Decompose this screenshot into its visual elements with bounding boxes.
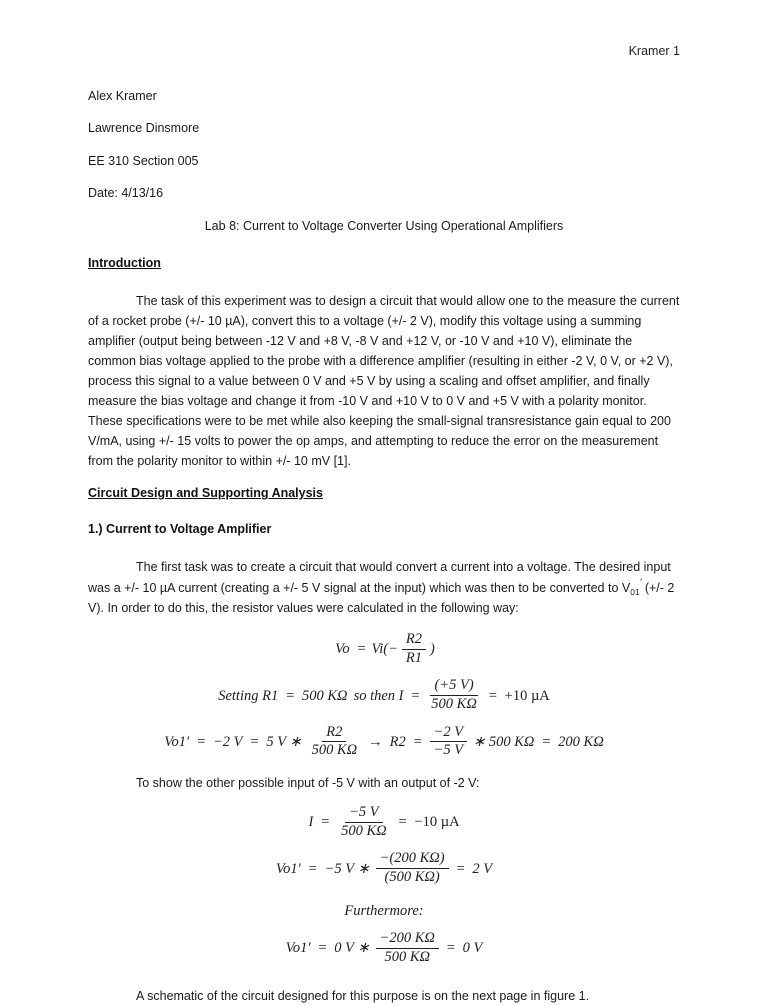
eq6-equals-1: = — [317, 939, 328, 956]
eq2-setting: Setting R1 — [218, 687, 279, 704]
introduction-paragraph: The task of this experiment was to design a circuit that would allow one to the measure the current of a rocket probe (+/- 10 µA), convert this to a voltage (+/- 2 V), modify this voltage using a summing amplifier (output being between -12 V and +8 V, -8 V and +12 V, or -10 V and +10 V), eliminate the common bias voltage applied to the probe with a difference amplifier (resulting in either -2 V, 0 V, or +2 V), process this signal to a value between 0 V and +5 V by using a scaling and offset amplifier, and finally measure the bias voltage and change it from -10 V and +10 V to 0 V and +5 V with a polarity monitor. These specifications were to be met while also keeping the small-signal transresistance gain equal to 200 V/mA, using +/- 15 volts to power the op amps, and attempting to reduce the error on the measurement from the polarity monitor to within +/- 10 mV [1]. — [88, 294, 680, 469]
eq3-denominator-2: −5 V — [433, 742, 464, 759]
circuit-design-paragraph — [88, 557, 680, 618]
eq2-equals-2: = — [410, 687, 421, 704]
eq3-value-2: 5 V ∗ — [266, 733, 302, 750]
eq4-numerator: −5 V — [345, 805, 383, 823]
eq6-lhs: Vo1′ — [285, 939, 311, 956]
eq1-denominator: R1 — [405, 649, 422, 666]
eq6-fraction — [376, 931, 439, 965]
eq4-equals-1: = — [320, 814, 331, 831]
eq5-lhs: Vo1′ — [275, 860, 301, 877]
furthermore-label: Furthermore: — [344, 902, 424, 919]
eq2-fraction — [427, 678, 481, 712]
eq3-fraction-2 — [430, 725, 468, 759]
eq3-lhs: Vo1′ — [164, 733, 190, 750]
eq3-equals-4: = — [541, 733, 552, 750]
equation-2 — [88, 678, 680, 712]
section-heading-circuit-design-label: Circuit Design and Supporting Analysis — [88, 486, 323, 501]
eq5-denominator: (500 KΩ) — [384, 869, 440, 886]
eq2-denominator: 500 KΩ — [431, 696, 477, 713]
eq1-close-paren: ) — [430, 641, 435, 658]
equation-4 — [88, 805, 680, 839]
eq5-fraction — [376, 851, 449, 885]
paragraph-text-part2: (+/- 2 V). In order to do this, the resistor values were calculated in the following way: — [88, 581, 675, 616]
eq1-numerator: R2 — [402, 632, 426, 650]
document-title: Lab 8: Current to Voltage Converter Using Operational Amplifiers — [204, 218, 564, 233]
section-heading-circuit-design — [88, 485, 680, 502]
eq3-equals-3: = — [412, 733, 423, 750]
eq6-denominator: 500 KΩ — [384, 948, 430, 965]
eq4-lhs: I — [308, 814, 314, 831]
eq1-equals: = — [356, 641, 367, 658]
eq3-multiplier: ∗ 500 KΩ — [473, 733, 535, 750]
lead-line-other-input: To show the other possible input of -5 V with an output of -2 V: — [136, 776, 480, 791]
date-line: Date: 4/13/16 — [88, 186, 164, 201]
eq2-equals-1: = — [285, 687, 296, 704]
paragraph-text-part1: The first task was to create a circuit that would convert a current into a voltage. The desired input was a +/- 10 µA current (creating a +/- 5 V signal at the input) which was then to be converted to V — [88, 560, 671, 596]
eq2-r1-value: 500 KΩ — [302, 687, 348, 704]
eq5-equals-1: = — [307, 860, 318, 877]
eq3-value-1: −2 V — [213, 733, 243, 750]
eq5-result: 2 V — [472, 860, 493, 877]
eq5-value: −5 V ∗ — [324, 860, 370, 877]
eq2-result: +10 µA — [504, 687, 550, 704]
course-section: EE 310 Section 005 — [88, 153, 199, 168]
eq2-equals-3: = — [487, 687, 498, 704]
eq3-fraction-1 — [308, 725, 362, 759]
eq6-value: 0 V ∗ — [334, 939, 370, 956]
section-heading-introduction-label: Introduction — [88, 256, 161, 271]
running-header — [88, 44, 680, 59]
running-head-text: Kramer 1 — [628, 44, 680, 58]
instructor-name: Lawrence Dinsmore — [88, 121, 200, 136]
document-content — [88, 88, 680, 1006]
eq5-equals-2: = — [455, 860, 466, 877]
equation-3 — [88, 725, 680, 759]
eq5-numerator: −(200 KΩ) — [376, 851, 449, 869]
eq3-arrow: → — [368, 733, 383, 750]
eq4-fraction — [337, 805, 391, 839]
eq2-numerator: (+5 V) — [430, 678, 477, 696]
eq6-numerator: −200 KΩ — [376, 931, 439, 949]
eq3-equals-1: = — [196, 733, 206, 750]
eq3-denominator-1: 500 KΩ — [311, 742, 358, 759]
section-heading-introduction — [88, 255, 680, 272]
subheading-current-to-voltage-amplifier: 1.) Current to Voltage Amplifier — [88, 522, 272, 537]
eq6-result: 0 V — [462, 939, 483, 956]
vo1-prime-mark: ′ — [640, 577, 642, 588]
eq4-result: −10 µA — [414, 814, 460, 831]
eq3-equals-2: = — [249, 733, 260, 750]
eq3-numerator-1: R2 — [322, 725, 346, 743]
vo1-subscript: 01 — [630, 586, 640, 597]
eq1-lhs: Vo — [335, 641, 350, 658]
eq3-result: 200 KΩ — [558, 733, 604, 750]
equation-6 — [88, 931, 680, 965]
eq3-numerator-2: −2 V — [430, 725, 468, 743]
eq4-denominator: 500 KΩ — [341, 822, 387, 839]
eq1-vi-open: Vi(− — [371, 641, 398, 658]
closing-line-schematic-reference: A schematic of the circuit designed for this purpose is on the next page in figure 1. — [136, 989, 590, 1004]
equation-1 — [88, 632, 680, 666]
eq3-r2-label: R2 — [389, 733, 406, 750]
eq6-equals-2: = — [445, 939, 456, 956]
eq4-equals-2: = — [397, 814, 408, 831]
author-name: Alex Kramer — [88, 89, 157, 103]
equation-5 — [88, 851, 680, 885]
eq1-fraction — [402, 632, 426, 666]
eq2-so-then: so then I — [353, 687, 404, 704]
